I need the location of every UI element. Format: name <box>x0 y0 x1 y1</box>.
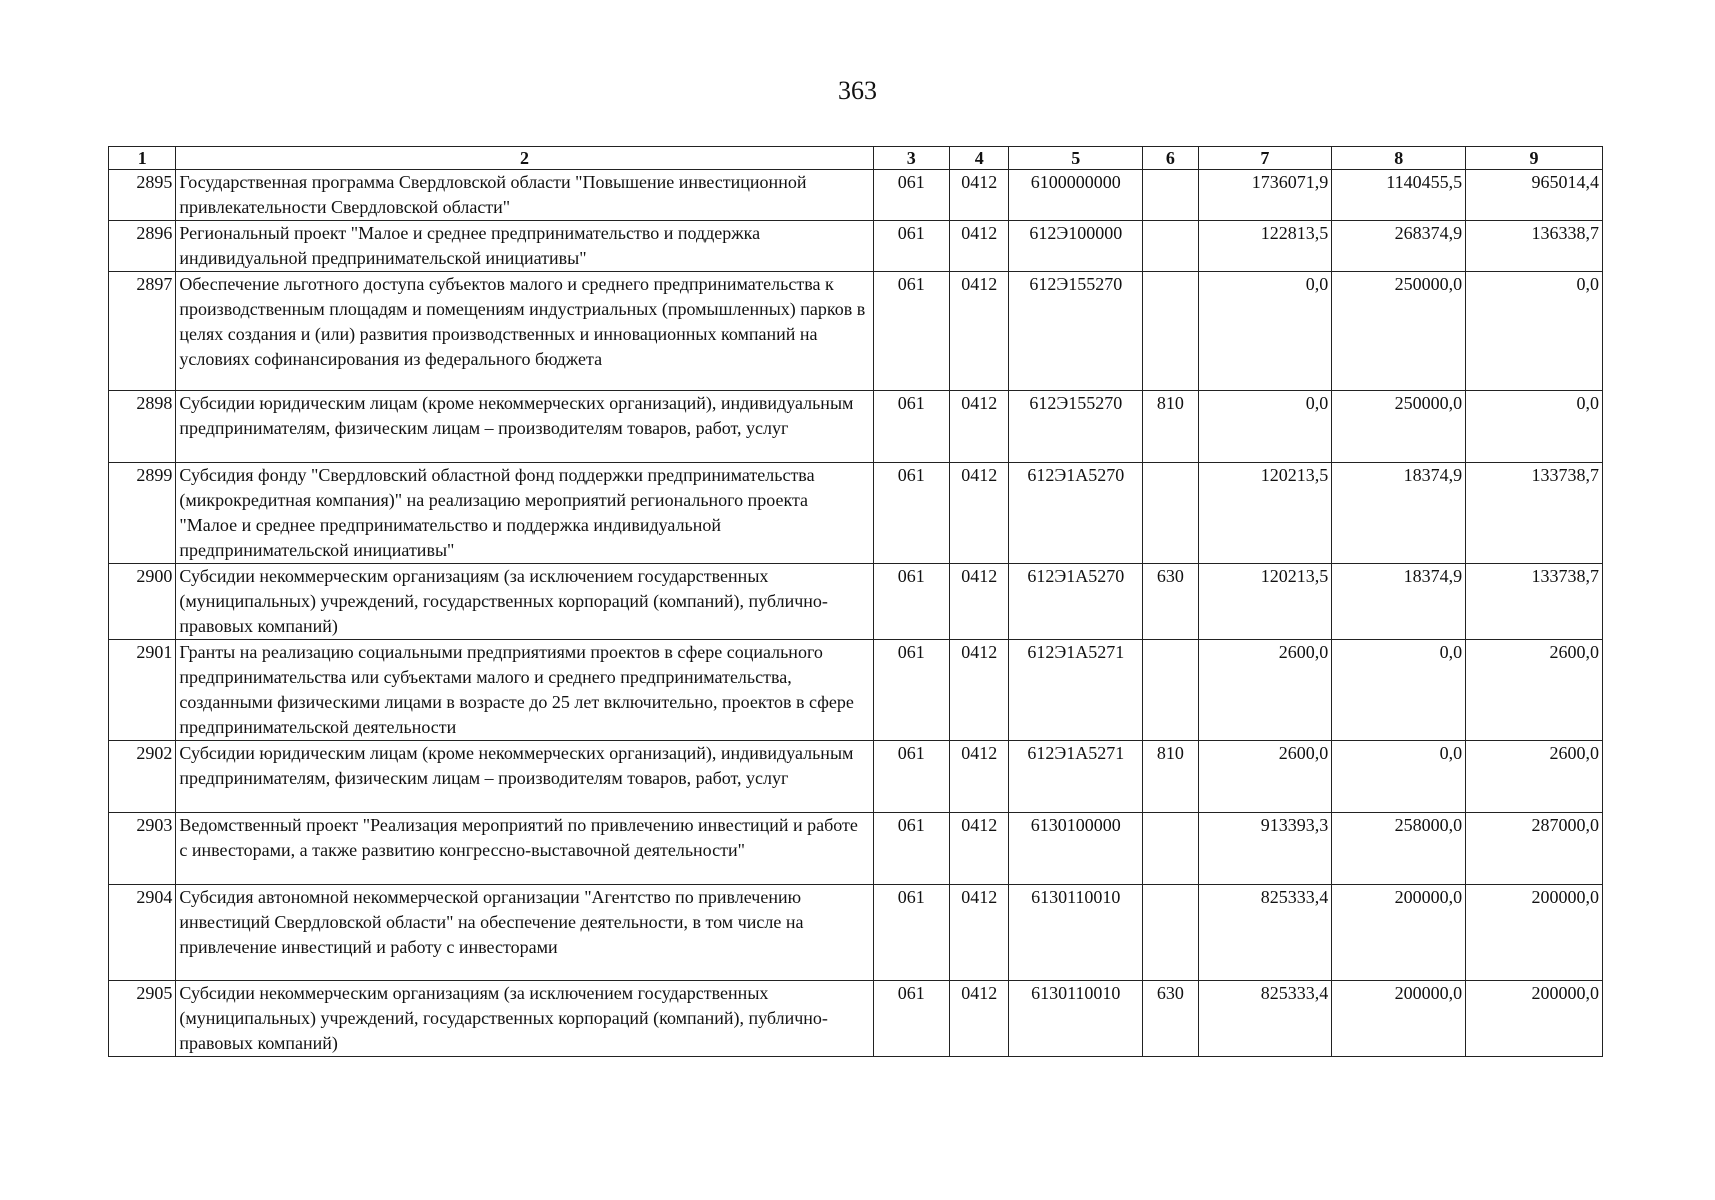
col4-code: 0412 <box>950 391 1009 463</box>
col8-amount: 18374,9 <box>1332 564 1466 640</box>
column-header: 2 <box>176 147 873 170</box>
col8-amount: 200000,0 <box>1332 981 1466 1057</box>
col9-amount: 2600,0 <box>1466 741 1603 813</box>
col6-code <box>1143 885 1198 981</box>
col6-code: 810 <box>1143 741 1198 813</box>
col3-code: 061 <box>873 564 949 640</box>
col4-code: 0412 <box>950 741 1009 813</box>
col6-code <box>1143 221 1198 272</box>
table-row <box>109 272 1603 391</box>
table-row <box>109 885 1603 981</box>
column-header: 8 <box>1332 147 1466 170</box>
page-number: 363 <box>838 76 877 105</box>
col3-code: 061 <box>873 813 949 885</box>
table-row <box>109 391 1603 463</box>
row-number: 2900 <box>109 564 176 640</box>
col9-amount: 133738,7 <box>1466 564 1603 640</box>
col6-code <box>1143 463 1198 564</box>
table-row <box>109 640 1603 741</box>
col4-code: 0412 <box>950 272 1009 391</box>
col5-code: 6130110010 <box>1009 981 1143 1057</box>
col4-code: 0412 <box>950 564 1009 640</box>
column-header: 4 <box>950 147 1009 170</box>
table-row <box>109 463 1603 564</box>
col4-code: 0412 <box>950 170 1009 221</box>
row-number: 2896 <box>109 221 176 272</box>
col7-amount: 120213,5 <box>1198 564 1332 640</box>
col4-code: 0412 <box>950 640 1009 741</box>
table-row <box>109 741 1603 813</box>
col8-amount: 18374,9 <box>1332 463 1466 564</box>
col8-amount: 200000,0 <box>1332 885 1466 981</box>
col7-amount: 825333,4 <box>1198 885 1332 981</box>
col9-amount: 2600,0 <box>1466 640 1603 741</box>
col5-code: 6100000000 <box>1009 170 1143 221</box>
col5-code: 6130110010 <box>1009 885 1143 981</box>
col7-amount: 913393,3 <box>1198 813 1332 885</box>
col4-code: 0412 <box>950 813 1009 885</box>
col5-code: 612Э1А5271 <box>1009 741 1143 813</box>
column-header: 1 <box>109 147 176 170</box>
row-number: 2903 <box>109 813 176 885</box>
col8-amount: 250000,0 <box>1332 391 1466 463</box>
table-row <box>109 981 1603 1057</box>
row-name: Региональный проект "Малое и среднее предпринимательство и поддержка индивидуальной предпринимательской инициативы" <box>176 221 873 272</box>
col8-amount: 1140455,5 <box>1332 170 1466 221</box>
col3-code: 061 <box>873 221 949 272</box>
col9-amount: 136338,7 <box>1466 221 1603 272</box>
budget-table <box>108 146 1603 1057</box>
col6-code <box>1143 813 1198 885</box>
column-header: 5 <box>1009 147 1143 170</box>
row-name: Ведомственный проект "Реализация мероприятий по привлечению инвестиций и работе с инвесторами, а также развитию конгрессно-выставочной деятельности" <box>176 813 873 885</box>
col4-code: 0412 <box>950 463 1009 564</box>
col3-code: 061 <box>873 170 949 221</box>
col9-amount: 965014,4 <box>1466 170 1603 221</box>
col4-code: 0412 <box>950 221 1009 272</box>
column-header: 9 <box>1466 147 1603 170</box>
col3-code: 061 <box>873 463 949 564</box>
col5-code: 612Э1А5270 <box>1009 463 1143 564</box>
row-number: 2904 <box>109 885 176 981</box>
col7-amount: 0,0 <box>1198 272 1332 391</box>
col7-amount: 825333,4 <box>1198 981 1332 1057</box>
column-header: 6 <box>1143 147 1198 170</box>
row-number: 2905 <box>109 981 176 1057</box>
col6-code <box>1143 170 1198 221</box>
col9-amount: 200000,0 <box>1466 885 1603 981</box>
col5-code: 6130100000 <box>1009 813 1143 885</box>
table-row <box>109 813 1603 885</box>
row-number: 2895 <box>109 170 176 221</box>
col3-code: 061 <box>873 741 949 813</box>
col7-amount: 1736071,9 <box>1198 170 1332 221</box>
col5-code: 612Э100000 <box>1009 221 1143 272</box>
column-header: 7 <box>1198 147 1332 170</box>
col3-code: 061 <box>873 981 949 1057</box>
col8-amount: 268374,9 <box>1332 221 1466 272</box>
table-row <box>109 564 1603 640</box>
col9-amount: 133738,7 <box>1466 463 1603 564</box>
col5-code: 612Э1А5271 <box>1009 640 1143 741</box>
row-name: Обеспечение льготного доступа субъектов малого и среднего предпринимательства к производственным площадям и помещениям индустриальных (промышленных) парков в целях создания и (или) развития производственных и инновационных компаний на условиях софинансирования из федерального бюджета <box>176 272 873 391</box>
row-number: 2897 <box>109 272 176 391</box>
col3-code: 061 <box>873 272 949 391</box>
row-number: 2902 <box>109 741 176 813</box>
row-name: Гранты на реализацию социальными предприятиями проектов в сфере социального предпринимательства или субъектами малого и среднего предпринимательства, созданными физическими лицами в возрасте до 25 лет включительно, проектов в сфере предпринимательской деятельности <box>176 640 873 741</box>
row-name: Субсидии некоммерческим организациям (за исключением государственных (муниципальных) учреждений, государственных корпораций (компаний), публично-правовых компаний) <box>176 564 873 640</box>
col6-code <box>1143 640 1198 741</box>
table-body <box>109 170 1603 1057</box>
col9-amount: 0,0 <box>1466 272 1603 391</box>
row-number: 2899 <box>109 463 176 564</box>
table-row <box>109 221 1603 272</box>
table-row <box>109 170 1603 221</box>
row-number: 2901 <box>109 640 176 741</box>
col8-amount: 0,0 <box>1332 640 1466 741</box>
col7-amount: 122813,5 <box>1198 221 1332 272</box>
col7-amount: 2600,0 <box>1198 640 1332 741</box>
col3-code: 061 <box>873 391 949 463</box>
row-name: Государственная программа Свердловской области "Повышение инвестиционной привлекательности Свердловской области" <box>176 170 873 221</box>
col6-code: 630 <box>1143 564 1198 640</box>
col3-code: 061 <box>873 640 949 741</box>
row-name: Субсидии юридическим лицам (кроме некоммерческих организаций), индивидуальным предпринимателям, физическим лицам – производителям товаров, работ, услуг <box>176 741 873 813</box>
col6-code: 810 <box>1143 391 1198 463</box>
col5-code: 612Э155270 <box>1009 272 1143 391</box>
row-name: Субсидии юридическим лицам (кроме некоммерческих организаций), индивидуальным предпринимателям, физическим лицам – производителям товаров, работ, услуг <box>176 391 873 463</box>
col5-code: 612Э155270 <box>1009 391 1143 463</box>
row-name: Субсидия автономной некоммерческой организации "Агентство по привлечению инвестиций Свердловской области" на обеспечение деятельности, в том числе на привлечение инвестиций и работу с инвесторами <box>176 885 873 981</box>
col4-code: 0412 <box>950 885 1009 981</box>
col6-code: 630 <box>1143 981 1198 1057</box>
col6-code <box>1143 272 1198 391</box>
row-number: 2898 <box>109 391 176 463</box>
col9-amount: 287000,0 <box>1466 813 1603 885</box>
col8-amount: 258000,0 <box>1332 813 1466 885</box>
col8-amount: 0,0 <box>1332 741 1466 813</box>
table-header-row <box>109 147 1603 170</box>
row-name: Субсидии некоммерческим организациям (за исключением государственных (муниципальных) учреждений, государственных корпораций (компаний), публично-правовых компаний) <box>176 981 873 1057</box>
col9-amount: 0,0 <box>1466 391 1603 463</box>
col7-amount: 2600,0 <box>1198 741 1332 813</box>
col4-code: 0412 <box>950 981 1009 1057</box>
col8-amount: 250000,0 <box>1332 272 1466 391</box>
col3-code: 061 <box>873 885 949 981</box>
col7-amount: 120213,5 <box>1198 463 1332 564</box>
row-name: Субсидия фонду "Свердловский областной фонд поддержки предпринимательства (микрокредитная компания)" на реализацию мероприятий регионального проекта "Малое и среднее предпринимательство и поддержка индивидуальной предпринимательской инициативы" <box>176 463 873 564</box>
column-header: 3 <box>873 147 949 170</box>
col5-code: 612Э1А5270 <box>1009 564 1143 640</box>
col7-amount: 0,0 <box>1198 391 1332 463</box>
col9-amount: 200000,0 <box>1466 981 1603 1057</box>
